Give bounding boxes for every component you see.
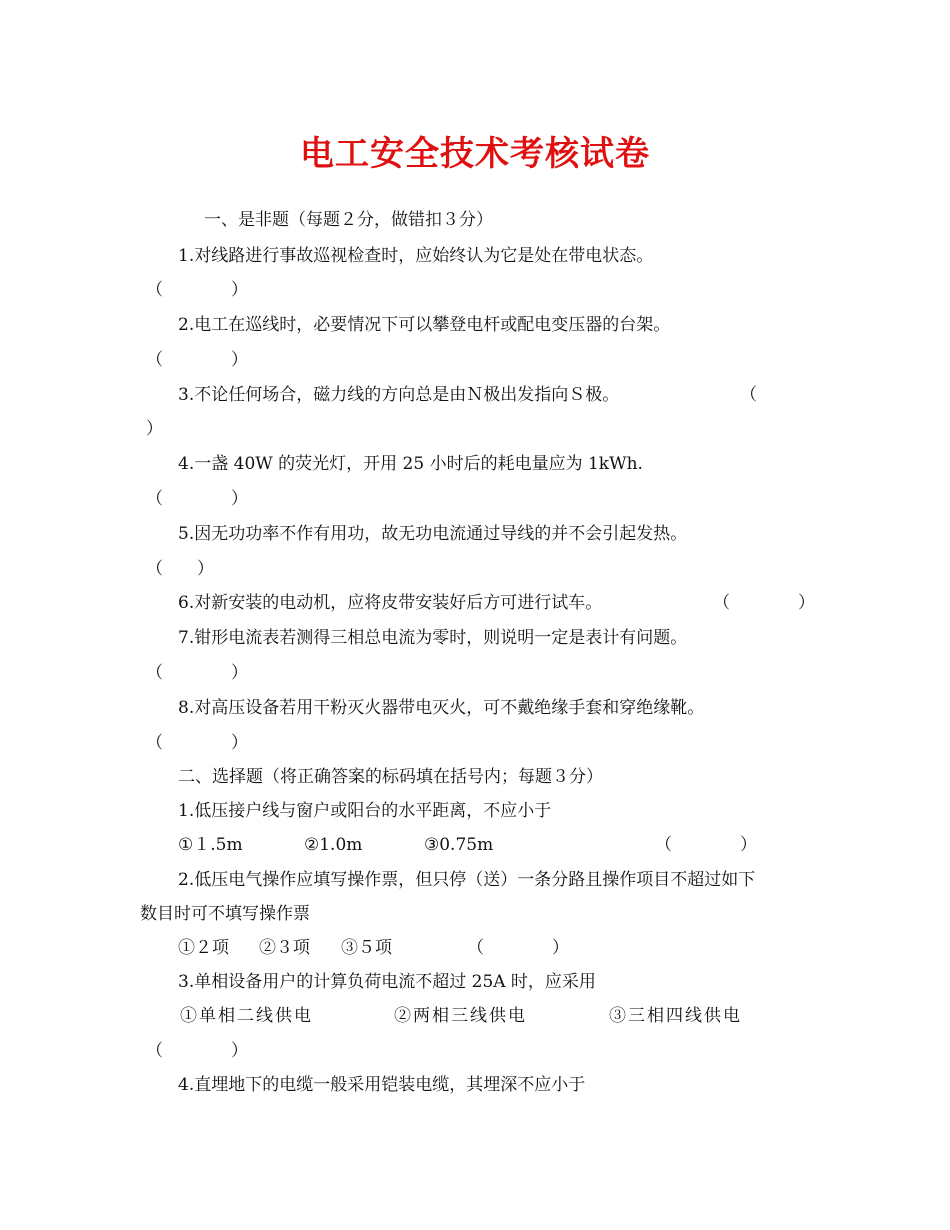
mc-question-3-option-1: ①单相二线供电 (180, 1006, 313, 1026)
tf-question-2: 2.电工在巡线时，必要情况下可以攀登电杆或配电变压器的台架。 (178, 315, 671, 335)
tf-question-5: 5.因无功功率不作有用功，故无功电流通过导线的并不会引起发热。 (178, 524, 688, 544)
mc-answer-paren-3: （ ） (146, 1041, 248, 1061)
section-heading-multiple-choice: 二、选择题（将正确答案的标码填在括号内；每题３分） (178, 767, 603, 787)
tf-answer-paren-8: （ ） (146, 733, 248, 753)
tf-answer-paren-3-close: ） (146, 419, 163, 439)
tf-answer-paren-6: （ ） (713, 593, 815, 613)
mc-question-2-line-2: 数目时可不填写操作票 (140, 904, 310, 924)
mc-question-1-option-3: ③0.75m (424, 835, 494, 855)
tf-question-3: 3.不论任何场合，磁力线的方向总是由Ｎ极出发指向Ｓ极。 (178, 385, 620, 405)
tf-answer-paren-5: （ ） (146, 559, 214, 579)
tf-question-8: 8.对高压设备若用干粉灭火器带电灭火，可不戴绝缘手套和穿绝缘靴。 (178, 698, 705, 718)
mc-question-2-option-3: ③５项 (341, 938, 392, 958)
tf-question-4: 4.一盏 40W 的荧光灯，开用 25 小时后的耗电量应为 1kWh. (178, 454, 643, 474)
tf-answer-paren-3-open: （ (740, 385, 757, 405)
mc-question-1-option-2: ②1.0m (304, 835, 363, 855)
tf-answer-paren-4: （ ） (146, 489, 248, 509)
mc-answer-paren-1: （ ） (655, 835, 757, 855)
mc-question-1: 1.低压接户线与窗户或阳台的水平距离，不应小于 (178, 801, 552, 821)
page-title: 电工安全技术考核试卷 (300, 134, 650, 174)
mc-question-1-option-1: ①１.5m (178, 835, 243, 855)
tf-answer-paren-7: （ ） (146, 663, 248, 683)
tf-answer-paren-1: （ ） (146, 280, 248, 300)
mc-question-4: 4.直埋地下的电缆一般采用铠装电缆，其埋深不应小于 (178, 1075, 586, 1095)
tf-question-7: 7.钳形电流表若测得三相总电流为零时，则说明一定是表计有问题。 (178, 628, 688, 648)
tf-answer-paren-2: （ ） (146, 350, 248, 370)
mc-question-2-option-1: ①２项 (178, 938, 229, 958)
mc-answer-paren-2: （ ） (467, 938, 569, 958)
section-heading-true-false: 一、是非题（每题２分，做错扣３分） (204, 210, 493, 230)
tf-question-1: 1.对线路进行事故巡视检查时，应始终认为它是处在带电状态。 (178, 246, 654, 266)
mc-question-3-option-3: ③三相四线供电 (609, 1006, 742, 1026)
mc-question-2-line-1: 2.低压电气操作应填写操作票，但只停（送）一条分路且操作项目不超过如下 (178, 870, 756, 890)
mc-question-2-option-2: ②３项 (259, 938, 310, 958)
tf-question-6: 6.对新安装的电动机，应将皮带安装好后方可进行试车。 (178, 593, 603, 613)
mc-question-3: 3.单相设备用户的计算负荷电流不超过 25A 时，应采用 (178, 972, 596, 992)
mc-question-3-option-2: ②两相三线供电 (394, 1006, 527, 1026)
